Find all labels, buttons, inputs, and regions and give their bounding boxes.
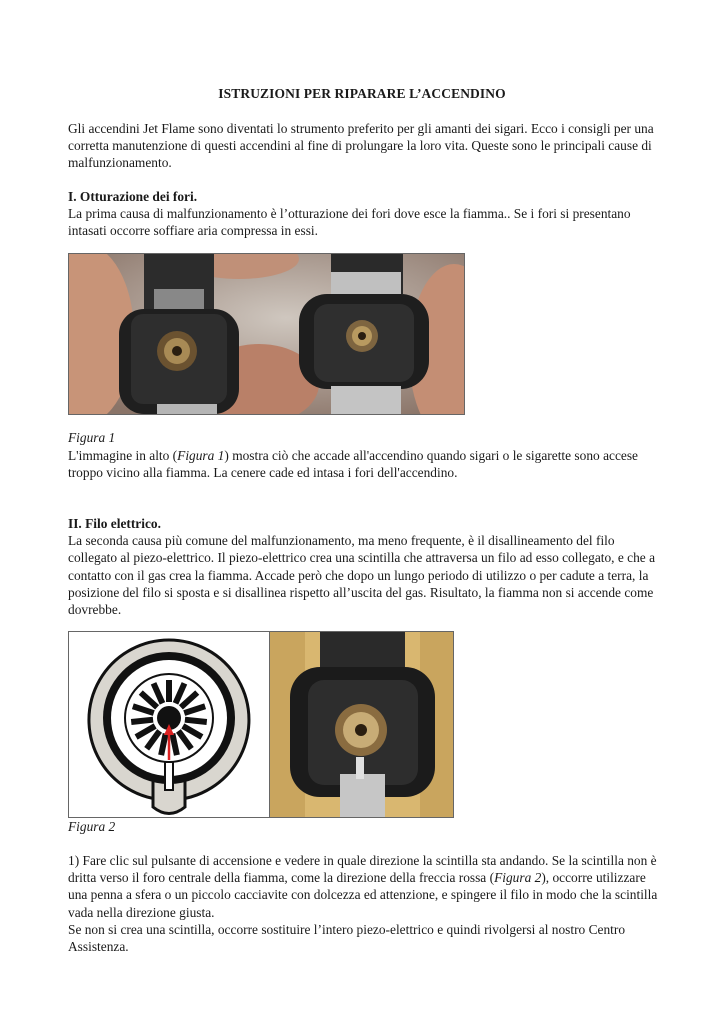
figure-1-photo <box>68 253 465 415</box>
intro-paragraph: Gli accendini Jet Flame sono diventati lo strumento preferito per gli amanti dei sigari. Ecco i consigli per una corretta manutenzione di questi accendini al fine di prolungare la loro vita. Queste sono le principali cause di malfunzionamento. <box>68 121 654 171</box>
figure-2-photo <box>269 631 454 818</box>
step-2: Se non si crea una scintilla, occorre sostituire l’intero piezo-elettrico e quindi rivolgersi al nostro Centro Assistenza. <box>68 921 626 955</box>
section-2-heading: II. Filo elettrico. <box>68 516 161 531</box>
step-1-end: ), occorre utilizzare una penna a sfera o un piccolo cacciavite con dolcezza ed attenzione, e spingere il filo in modo che la scintilla vada nella direzione giusta. <box>68 870 658 920</box>
section-1-body: La prima causa di malfunzionamento è l’otturazione dei fori dove esce la fiamma.. Se i fori si presentano intasati occorre soffiare aria compressa in essi. <box>68 206 631 239</box>
figure-1-description <box>68 447 658 481</box>
section-1 <box>68 188 658 240</box>
figure-1-desc-ref: Figura 1 <box>177 448 225 463</box>
section-2 <box>68 515 658 618</box>
document-title: ISTRUZIONI PER RIPARARE L’ACCENDINO <box>218 86 506 101</box>
figure-2-diagram <box>68 631 270 818</box>
step-1-fig-ref: Figura 2 <box>494 870 542 886</box>
figure-2-caption: Figura 2 <box>68 819 116 834</box>
figure-1-desc-end: ) mostra ciò che accade all'accendino quando sigari o le sigarette sono accese troppo vicino alla fiamma. La cenere cade ed intasa i fori dell'accendino. <box>68 448 639 481</box>
figure-1-caption: Figura 1 <box>68 430 116 445</box>
section-1-heading: I. Otturazione dei fori. <box>68 189 198 204</box>
step-1 <box>68 852 658 955</box>
step-1-start: 1) Fare clic sul pulsante di accensione e vedere in quale direzione la scintilla sta andando. Se la scintilla non è dritta verso il foro centrale della fiamma, come la direzione della freccia rossa ( <box>68 853 657 886</box>
figure-1-desc-start: L'immagine in alto ( <box>68 448 178 463</box>
section-2-body: La seconda causa più comune del malfunzionamento, ma meno frequente, è il disallineamento del filo collegato al piezo-elettrico. Il piezo-elettrico crea una scintilla che attraversa un filo ad esso collegato, e che a contatto con il gas crea la fiamma. Accade però che dopo un lungo periodo di utilizzo o per cadute a terra, la posizione del filo si sposta e si disallinea rispetto all’uscita del gas. Risultato, la fiamma non si accende come dovrebbe. <box>68 533 656 618</box>
